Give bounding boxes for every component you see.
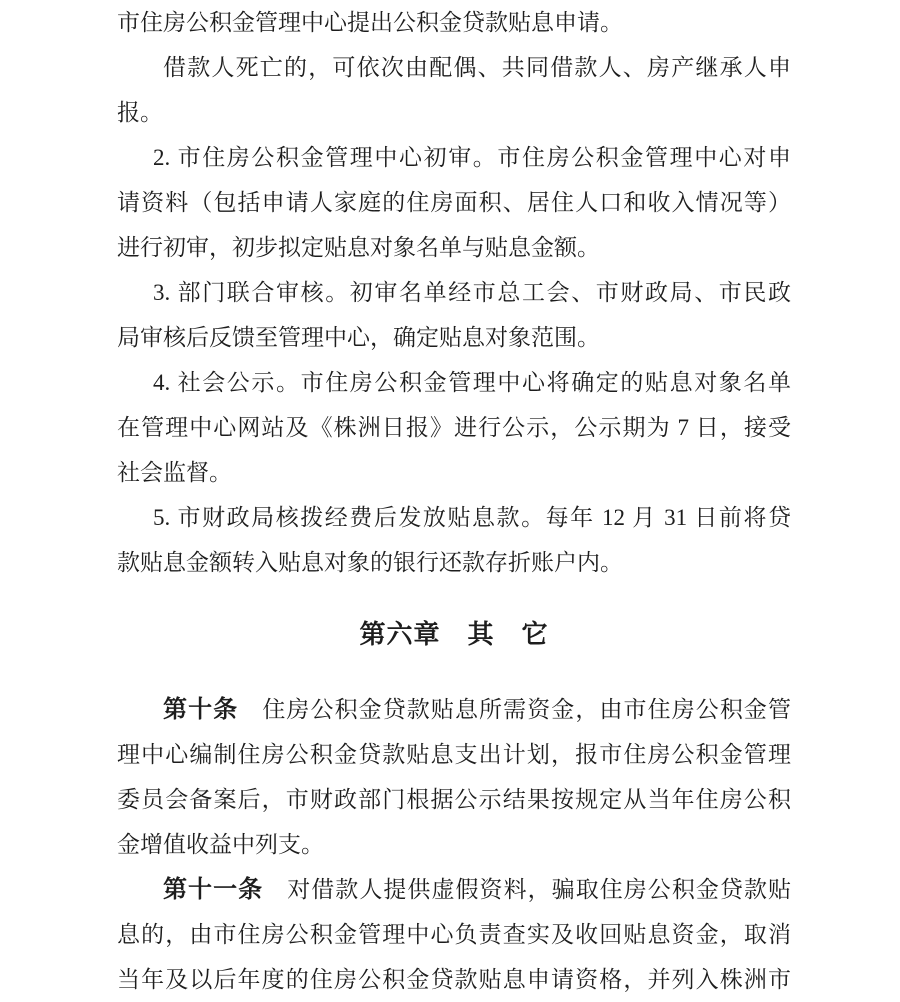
text-line: 5. 市财政局核拨经费后发放贴息款。每年 12 月 31 日前将贷 [153, 505, 791, 530]
text-line: 当年及以后年度的住房公积金贷款贴息申请资格，并列入株洲市 [117, 967, 791, 992]
text-line: 息的，由市住房公积金管理中心负责查实及收回贴息资金，取消 [117, 922, 791, 947]
text-line: 市住房公积金管理中心提出公积金贷款贴息申请。 [117, 10, 623, 35]
chapter-heading: 第六章 其 它 [359, 619, 549, 649]
document-text [117, 0, 791, 1002]
text-line: 2. 市住房公积金管理中心初审。市住房公积金管理中心对申 [153, 145, 791, 170]
text-line: 报。 [117, 100, 163, 125]
text-line: 委员会备案后，市财政部门根据公示结果按规定从当年住房公积 [117, 787, 791, 812]
text-line: 金增值收益中列支。 [117, 832, 324, 857]
text-line: 第十条 住房公积金贷款贴息所需资金，由市住房公积金管 [163, 696, 792, 723]
text-line: 在管理中心网站及《株洲日报》进行公示，公示期为 7 日，接受 [117, 415, 791, 440]
text-line: 理中心编制住房公积金贷款贴息支出计划，报市住房公积金管理 [117, 742, 791, 767]
text-line: 社会监督。 [117, 460, 232, 485]
text-line: 局审核后反馈至管理中心，确定贴息对象范围。 [117, 325, 600, 350]
text-line: 请资料（包括申请人家庭的住房面积、居住人口和收入情况等） [117, 190, 791, 215]
article-number-bold: 第十一条 [163, 876, 264, 903]
text-line: 款贴息金额转入贴息对象的银行还款存折账户内。 [117, 550, 623, 575]
text-line: 第十一条 对借款人提供虚假资料，骗取住房公积金贷款贴 [163, 876, 792, 903]
text-line: 3. 部门联合审核。初审名单经市总工会、市财政局、市民政 [153, 280, 791, 305]
text-line: 进行初审，初步拟定贴息对象名单与贴息金额。 [117, 235, 600, 260]
text-line: 4. 社会公示。市住房公积金管理中心将确定的贴息对象名单 [153, 370, 791, 395]
text-line: 借款人死亡的，可依次由配偶、共同借款人、房产继承人申 [163, 55, 791, 80]
article-number-bold: 第十条 [163, 696, 239, 723]
